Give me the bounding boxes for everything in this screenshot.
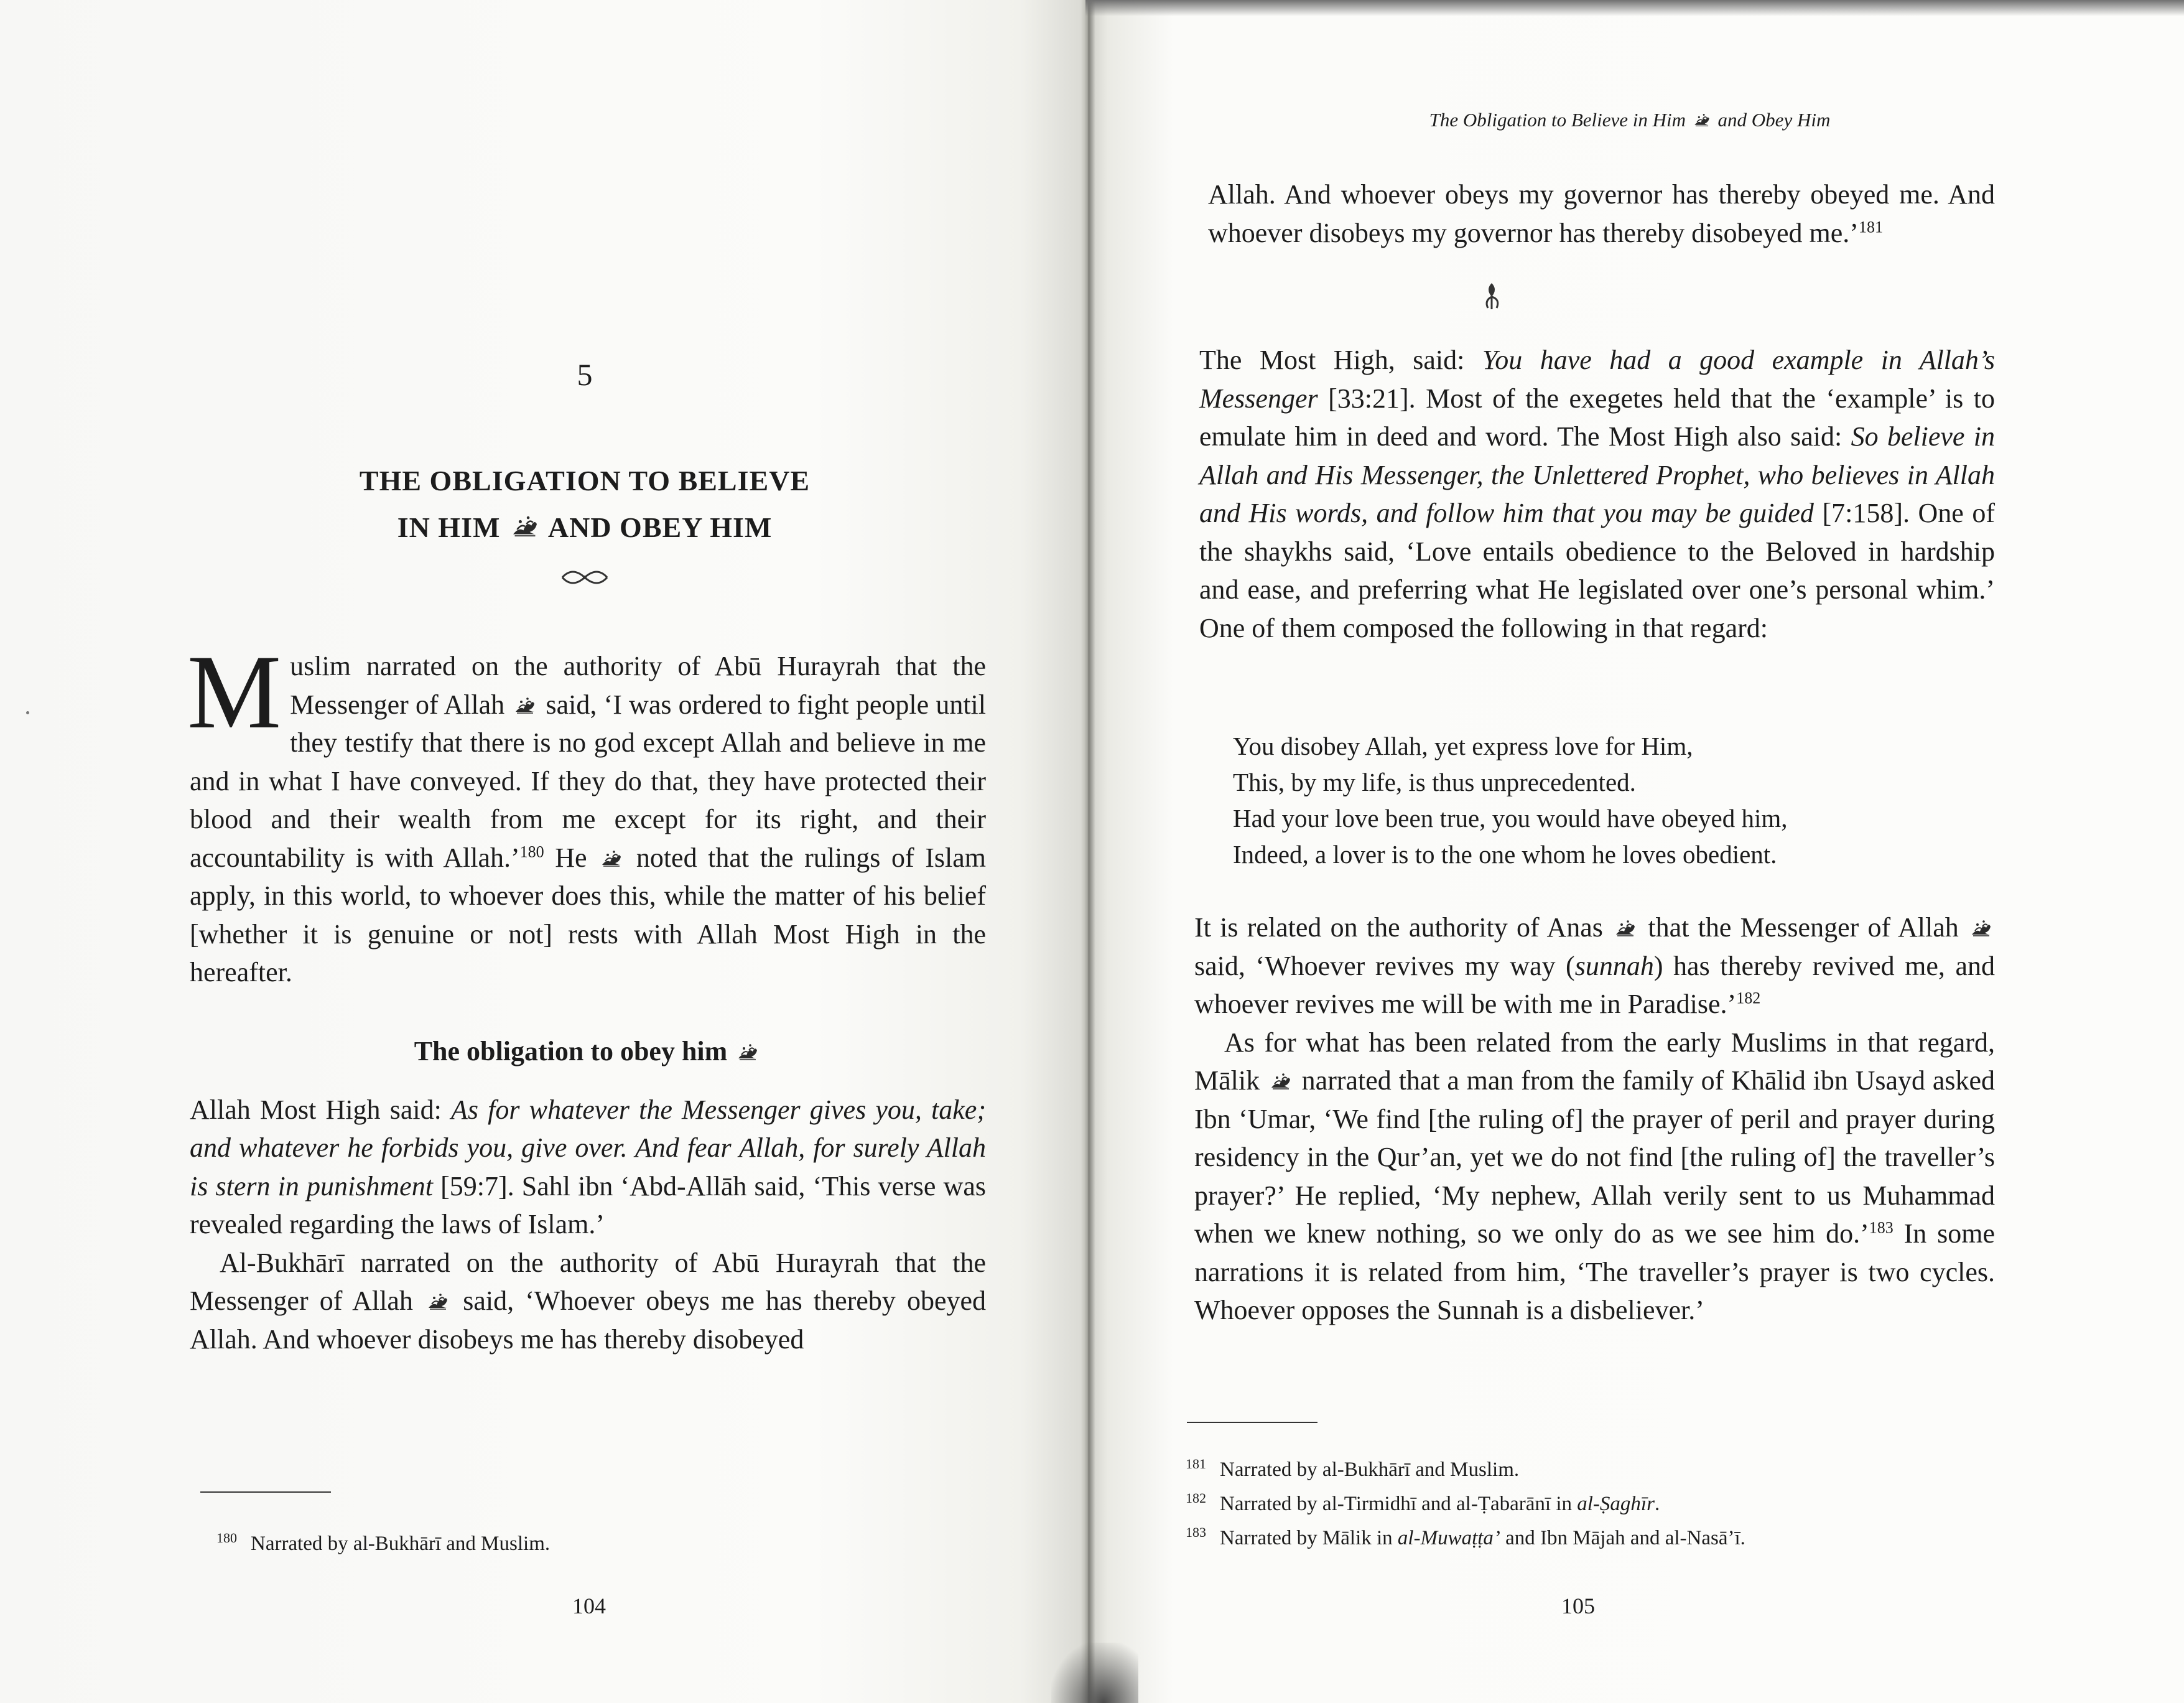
footnote-number: 180: [216, 1530, 237, 1546]
footnote-title: al-Ṣaghīr: [1577, 1493, 1655, 1515]
paragraph: [1194, 908, 1995, 1024]
book-gutter: [1080, 0, 1095, 1703]
footnote-rule: [200, 1491, 331, 1493]
text-run: said, ‘Whoever obeys me has thereby obeyed Allah. And whoever disobeys me has thereby disobeyed: [190, 1285, 987, 1355]
section-heading: [190, 1035, 986, 1067]
paragraph: [1208, 175, 1995, 252]
footnote-rule: [1187, 1422, 1317, 1423]
section-heading-text: The obligation to obey him: [414, 1035, 728, 1066]
text-run: ) has thereby revived me, and whoever revives me will be with me in Paradise.’: [1194, 950, 1995, 1019]
footnote: [1186, 1484, 1745, 1518]
quran-quote: As for whatever the Messenger gives you, take; and whatever he forbids you, give over. And fear Allah, for surely Allah is stern in punishment: [190, 1094, 986, 1201]
footnote-text: and Ibn Mājah and al-Nasā’ī.: [1500, 1527, 1745, 1549]
paragraph: [1194, 1024, 1995, 1330]
poem-line: Indeed, a lover is to the one whom he loves obedient.: [1233, 840, 1777, 869]
paragraph: [190, 1091, 986, 1244]
honorific-icon: [600, 849, 623, 868]
right-page-bottom-text: [1194, 908, 1995, 1330]
running-head-part-b: and Obey Him: [1717, 109, 1831, 131]
honorific-icon: [737, 1043, 759, 1061]
honorific-icon: [1270, 1072, 1292, 1091]
paragraph: [187, 633, 987, 992]
footnote-title: al-Muwaṭṭa’: [1397, 1527, 1500, 1549]
text-run: As for what has been related from the early Muslims in that regard, Mālik: [1194, 1027, 1995, 1096]
scan-edge: [1085, 0, 2184, 16]
footnote-text: .: [1654, 1493, 1660, 1515]
footnote-ref: 181: [1858, 217, 1883, 236]
text-run: said, ‘Whoever revives my way (: [1194, 950, 1575, 981]
poem: [1233, 728, 1788, 872]
page-number: 104: [572, 1593, 606, 1618]
poem-line: You disobey Allah, yet express love for Him,: [1233, 732, 1693, 760]
footnote-ref: 182: [1736, 989, 1761, 1007]
gutter-shadow: [1051, 1643, 1138, 1703]
text-run: noted that the rulings of Islam apply, in this world, to whoever does this, while the matter of his belief [whether it is genuine or not] rests with Allah Most High in the hereafter.: [190, 842, 987, 987]
running-head-part-a: The Obligation to Believe in Him: [1429, 109, 1686, 131]
text-run: In some narrations it is related from him, ‘The traveller’s prayer is two cycles. Whoever opposes the Sunnah is a disbeliever.’: [1194, 1218, 1995, 1325]
honorific-icon: [1970, 919, 1992, 938]
text-run: [59:7]. Sahl ibn ‘Abd-Allāh said, ‘This verse was revealed regarding the laws of Islam.’: [190, 1170, 986, 1239]
leaf-ornament-icon: [1479, 281, 1504, 312]
footnote-text: Narrated by al-Bukhārī and Muslim.: [251, 1533, 551, 1555]
honorific-icon: [514, 696, 536, 715]
honorific-icon: [427, 1292, 449, 1311]
chapter-title-line-2: [243, 504, 927, 551]
text-run: Allah Most High said:: [190, 1094, 451, 1125]
chapter-title-part-b: AND OBEY HIM: [547, 511, 773, 543]
text-run: He: [544, 842, 587, 873]
footnote-number: 182: [1186, 1490, 1206, 1506]
text-run: [33:21]. Most of the exegetes held that the ‘example’ is to emulate him in deed and word. The Most High also said:: [1199, 383, 1995, 452]
footnote-number: 183: [1186, 1524, 1206, 1540]
drop-cap: M: [187, 633, 282, 750]
footnote-text: Narrated by Mālik in: [1220, 1527, 1398, 1549]
footnote-ref: 183: [1869, 1218, 1894, 1237]
text-run: Allah. And whoever obeys my governor has thereby obeyed me. And whoever disobeys my governor has thereby disobeyed me.’: [1208, 179, 1995, 248]
honorific-icon: [511, 515, 539, 538]
text-run: that the Messenger of Allah: [1648, 912, 1959, 943]
quran-quote: So believe in Allah and His Messenger, the Unlettered Prophet, who believes in Allah and His words, and follow him that you may be guided: [1199, 421, 1995, 528]
honorific-icon: [1693, 113, 1711, 128]
right-page-mid-text: [1199, 341, 1995, 647]
left-page-body: [187, 633, 987, 1358]
footnote: [1186, 1518, 1745, 1552]
text-run: [7:158]. One of the shaykhs said, ‘Love entails obedience to the Beloved in hardship and ease, and preferring what He legislated over one’s personal whim.’ One of them composed the following in that regard:: [1199, 498, 1995, 643]
footnote-text: Narrated by al-Tirmidhī and al-Ṭabarānī in: [1220, 1493, 1578, 1515]
footnotes: [1186, 1450, 1745, 1552]
footnote-number: 181: [1186, 1456, 1206, 1472]
text-run: narrated that a man from the family of Khālid ibn Usayd asked Ibn ‘Umar, ‘We find [the ruling of] the prayer of peril and prayer during residency in the Qur’an, yet we do not find [the ruling of] the traveller’s prayer?’ He replied, ‘My nephew, Allah verily sent to us Muhammad when we knew nothing, so we only do as we see him do.’: [1194, 1065, 1995, 1249]
honorific-icon: [1614, 919, 1637, 938]
quran-quote: You have had a good example in Allah’s Messenger: [1199, 345, 1995, 414]
paragraph: [1199, 341, 1995, 647]
chapter-number: 5: [577, 357, 593, 392]
text-run: said, ‘I was ordered to fight people until they testify that there is no god except Allah and believe in me and in what I have conveyed. If they do that, they have protected their blood and their wealth from me except for its right, and their accountability is with Allah.’: [190, 689, 987, 873]
footnote: [216, 1523, 550, 1559]
scan-speck: [26, 711, 29, 714]
running-head: [1368, 109, 1891, 131]
right-page-top-text: [1208, 175, 1995, 252]
footnote-text: Narrated by al-Bukhārī and Muslim.: [1220, 1458, 1520, 1481]
text-run: It is related on the authority of Anas: [1194, 912, 1603, 943]
poem-line: Had your love been true, you would have obeyed him,: [1233, 804, 1788, 833]
paragraph: [190, 1244, 986, 1359]
chapter-title-line-1: THE OBLIGATION TO BELIEVE: [359, 465, 811, 497]
chapter-title-part-a: IN HIM: [397, 511, 501, 543]
footnote: [1186, 1450, 1745, 1484]
flourish-ornament-icon: [560, 564, 610, 591]
poem-line: This, by my life, is thus unprecedented.: [1233, 768, 1636, 796]
footnote-ref: 180: [519, 842, 544, 861]
text-run: Al-Bukhārī narrated on the authority of Abū Hurayrah that the Messenger of Allah: [190, 1247, 986, 1316]
page-number: 105: [1561, 1593, 1595, 1618]
text-run: The Most High, said:: [1199, 345, 1482, 375]
chapter-title: [243, 457, 927, 551]
italic-term: sunnah: [1574, 950, 1654, 981]
text-run: uslim narrated on the authority of Abū Hurayrah that the Messenger of Allah: [290, 651, 986, 720]
